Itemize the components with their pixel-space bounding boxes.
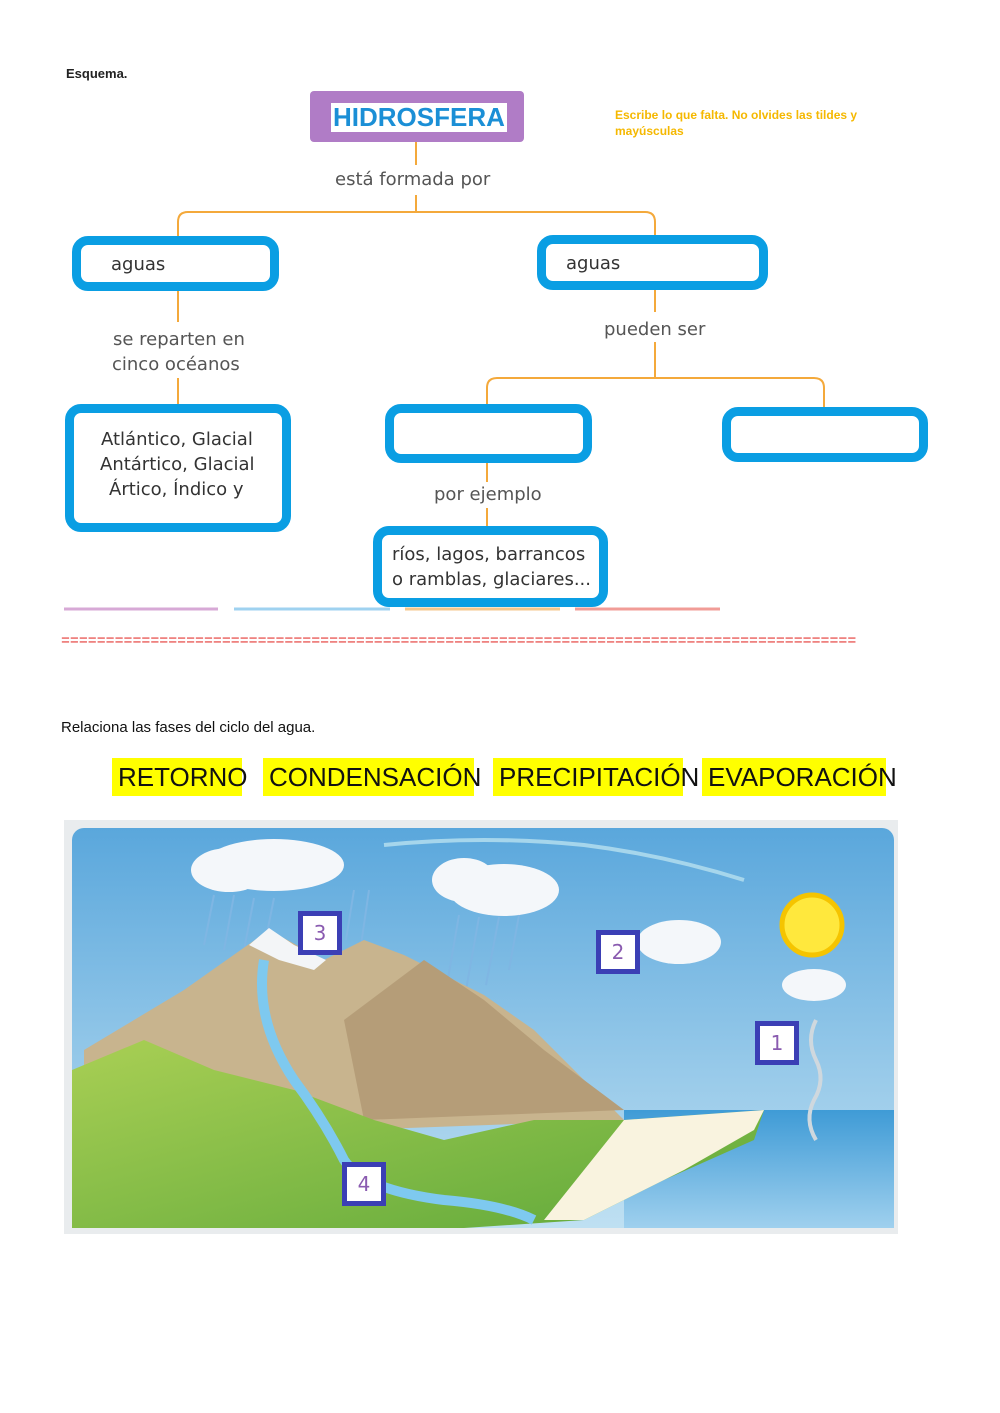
link-oceans-line1: se reparten en — [113, 329, 245, 350]
examples-box — [373, 526, 608, 607]
oceans-box — [65, 404, 291, 532]
cloud-small — [782, 969, 846, 1001]
link-oceans-line2: cinco océanos — [112, 354, 240, 375]
left-waters-box — [72, 236, 279, 291]
title-text: HIDROSFERA — [333, 102, 505, 132]
blank-left-input[interactable] — [404, 421, 574, 447]
cloud-right — [637, 920, 721, 964]
oceans-line-1: Atlántico, Glacial — [101, 429, 253, 450]
blank-right-box — [722, 407, 928, 462]
word-condensacion[interactable]: CONDENSACIÓN — [263, 758, 474, 796]
examples-line-1: ríos, lagos, barrancos — [392, 544, 586, 565]
examples-line-2: o ramblas, glaciares... — [392, 569, 591, 590]
link-for-example: por ejemplo — [434, 484, 542, 505]
oceans-missing-input[interactable] — [244, 477, 279, 502]
link-can-be: pueden ser — [604, 319, 706, 340]
blank-right-input[interactable] — [741, 422, 911, 448]
marker-4[interactable] — [342, 1162, 386, 1206]
marker-3[interactable] — [298, 911, 342, 955]
marker-2[interactable] — [596, 930, 640, 974]
right-waters-input[interactable] — [564, 250, 754, 276]
connector-branch-top — [178, 212, 655, 236]
right-waters-box — [537, 235, 768, 290]
blank-left-box — [385, 404, 592, 463]
scheme-heading: Esquema. — [66, 66, 128, 81]
marker-1[interactable] — [755, 1021, 799, 1065]
marker-1-label: 1 — [760, 1026, 794, 1060]
oceans-line-3: Ártico, Índico y — [109, 479, 244, 500]
word-retorno[interactable]: RETORNO — [112, 758, 242, 796]
title-box — [310, 91, 524, 142]
marker-2-label: 2 — [601, 935, 635, 969]
sun-icon — [782, 895, 842, 955]
separator-line: ========================================================================================= — [61, 634, 857, 650]
marker-3-label: 3 — [303, 916, 337, 950]
link-formed-by: está formada por — [335, 169, 491, 190]
oceans-line-2: Antártico, Glacial — [100, 454, 255, 475]
left-waters-input[interactable] — [109, 251, 269, 277]
marker-4-label: 4 — [347, 1167, 381, 1201]
word-evaporacion[interactable]: EVAPORACIÓN — [702, 758, 886, 796]
cycle-instruction: Relaciona las fases del ciclo del agua. — [61, 719, 316, 736]
word-precipitacion[interactable]: PRECIPITACIÓN — [493, 758, 683, 796]
instruction-text: Escribe lo que falta. No olvides las tildes y mayúsculas — [615, 108, 858, 138]
